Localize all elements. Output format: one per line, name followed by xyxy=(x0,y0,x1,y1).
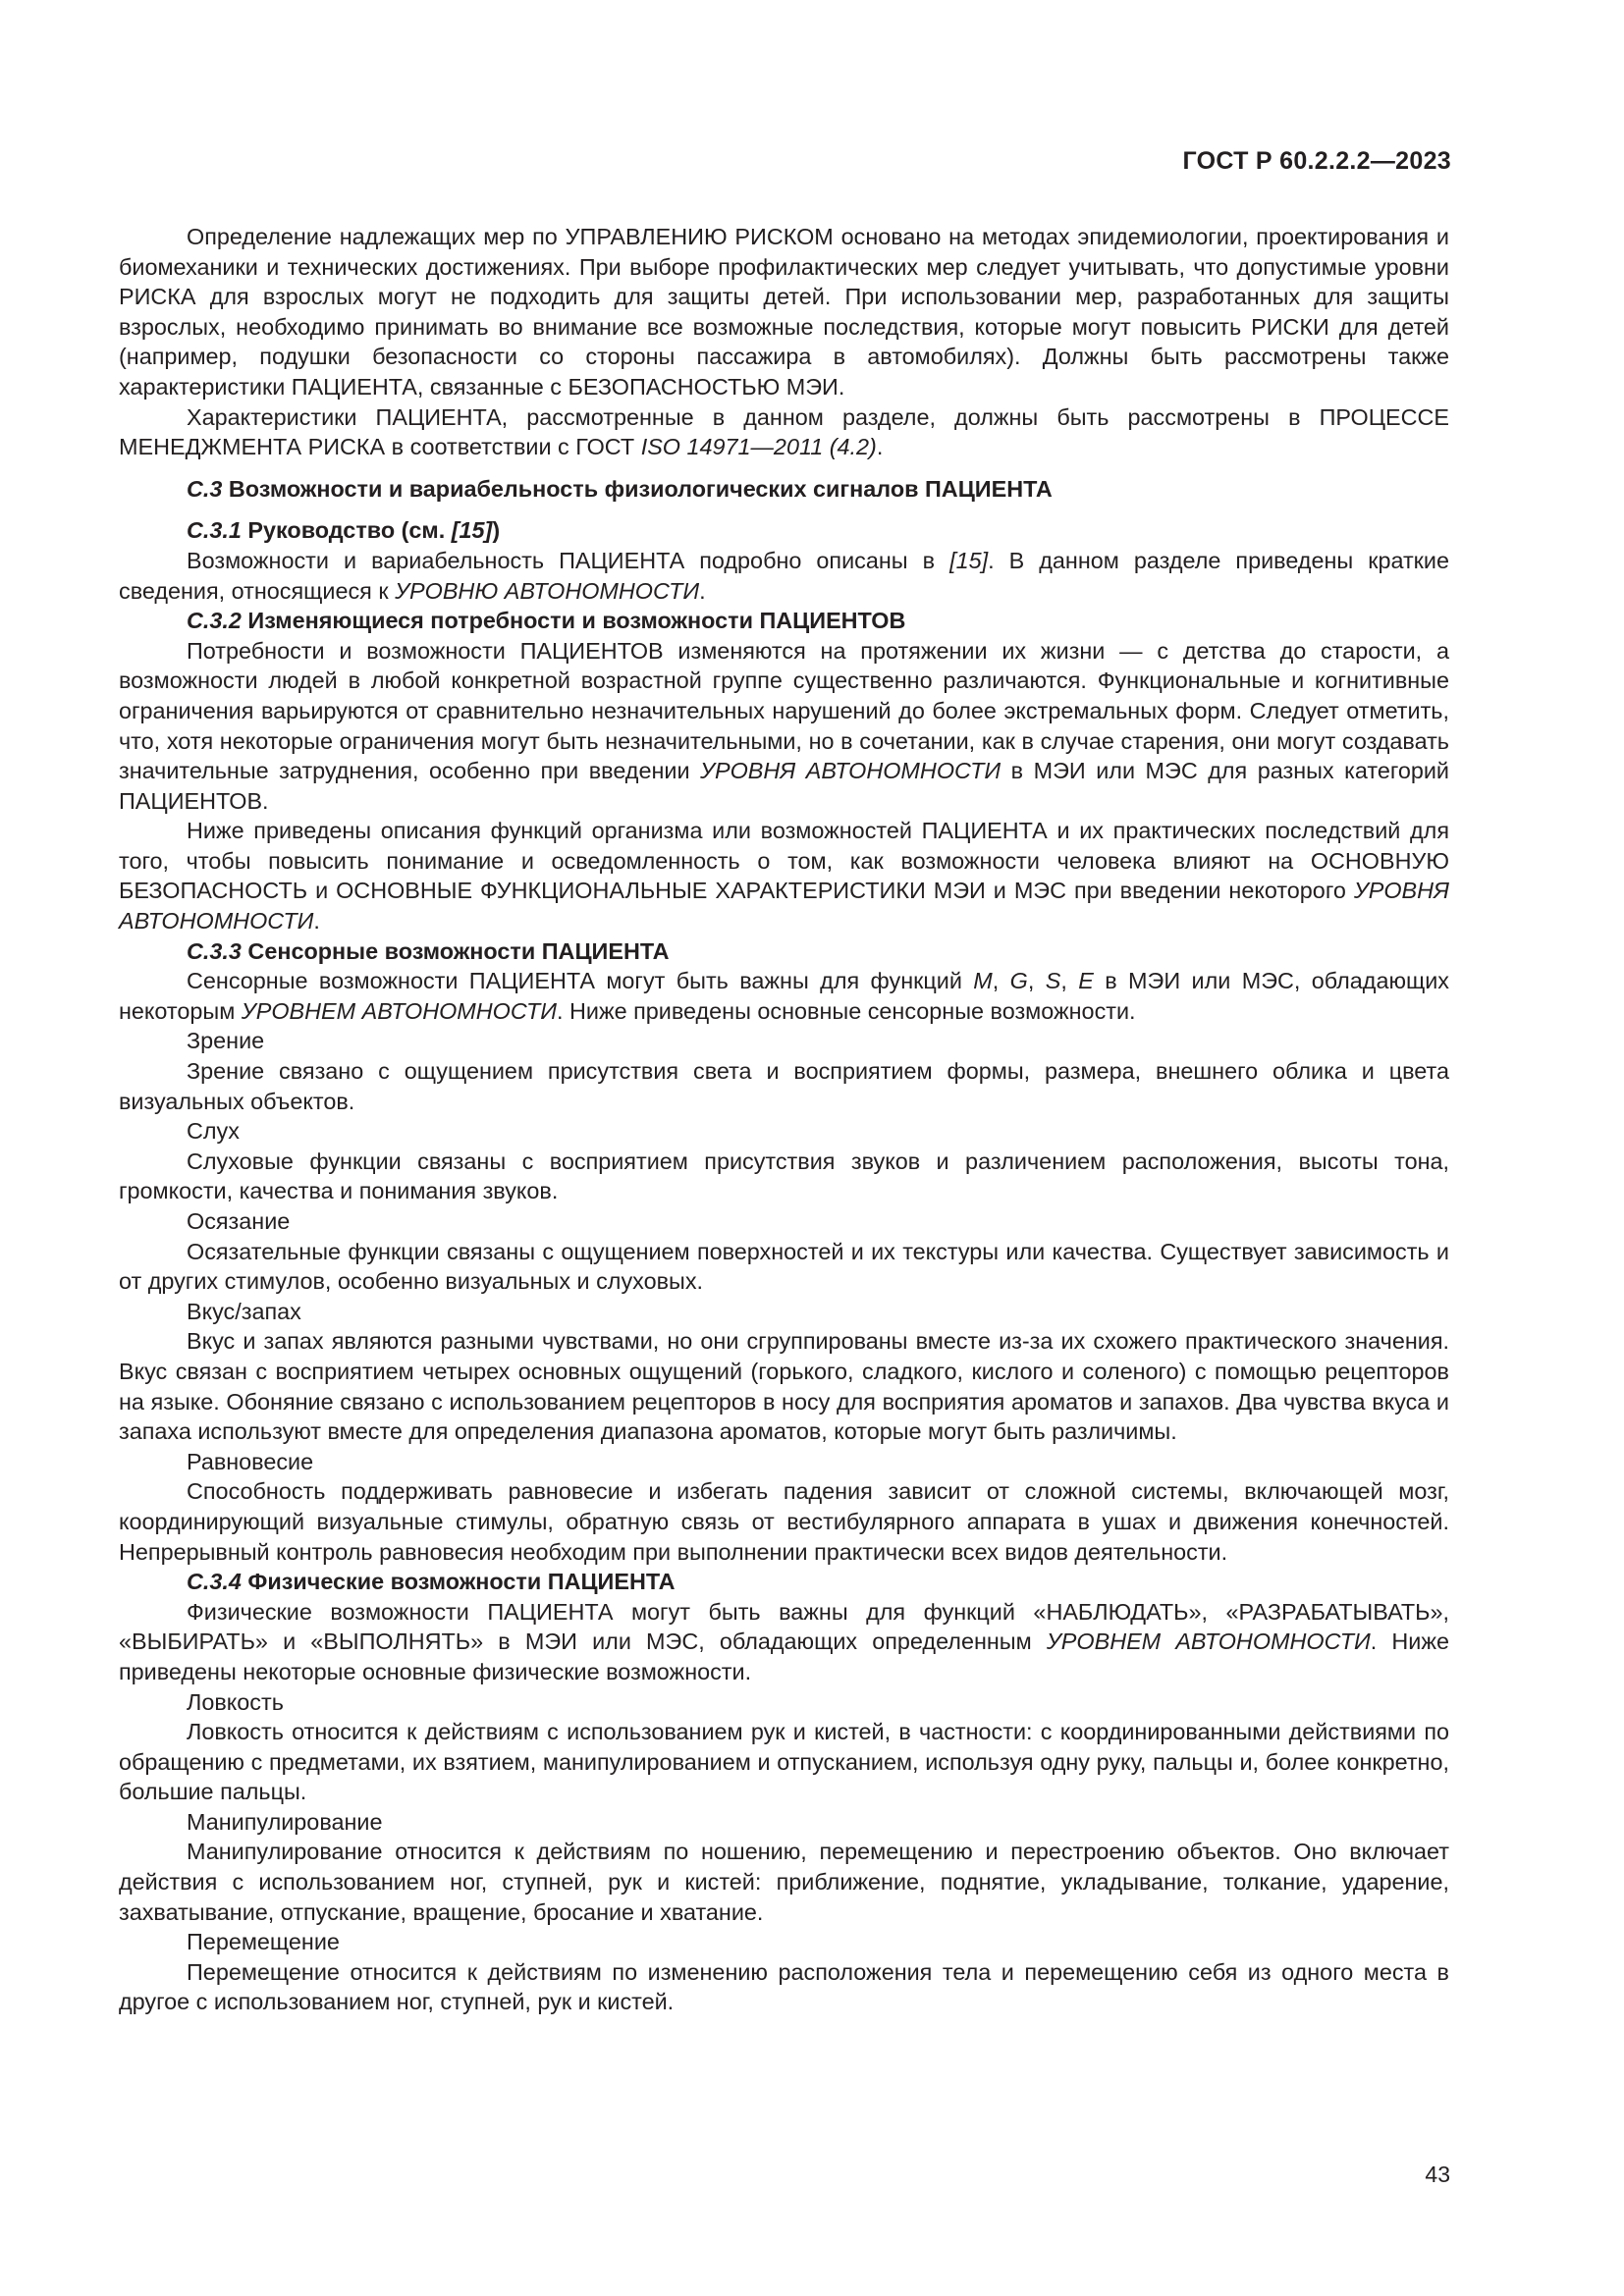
paragraph-c32-needs: Потребности и возможности ПАЦИЕНТОВ изменяются на протяжении их жизни — с детства до старости, а возможности людей в любой конкретной возрастной группе существенно различаются. Функциональные и когнитивные ограничения варьируются от сравнительно незначительных нарушений до более экстремальных форм. Следует отметить, что, хотя некоторые ограничения могут быть незначительными, но в сочетании, как в случае старения, они могут создавать значительные затруднения, особенно при введении УРОВНЯ АВТОНОМНОСТИ в МЭИ или МЭС для разных категорий ПАЦИЕНТОВ. xyxy=(119,637,1450,814)
term-manipulation: Манипулирование xyxy=(187,1808,383,1835)
paragraph-touch: Осязательные функции связаны с ощущением поверхностей и их текстуры или качества. Существует зависимость и от других стимулов, особенно визуальных и слуховых. xyxy=(119,1238,1449,1295)
term-dexterity: Ловкость xyxy=(187,1688,284,1715)
paragraph-c32-descriptions: Ниже приведены описания функций организма или возможностей ПАЦИЕНТА и их практических последствий для того, чтобы повысить понимание и осведомленность о том, как возможности человека влияют на ОСНОВНУЮ БЕЗОПАСНОСТЬ и ОСНОВНЫЕ ФУНКЦИОНАЛЬНЫЕ ХАРАКТЕРИСТИКИ МЭИ и МЭС при введении некоторого УРОВНЯ АВТОНОМНОСТИ. xyxy=(119,818,1449,934)
document-code-header: ГОСТ Р 60.2.2.2—2023 xyxy=(1182,147,1451,175)
paragraph-risk-management: Определение надлежащих мер по УПРАВЛЕНИЮ РИСКОМ основано на методах эпидемиологии, проектирования и биомеханики и технических достижениях. При выборе профилактических мер следует учитывать, что допустимые уровни РИСКА для взрослых могут не подходить для защиты детей. При использовании мер, разработанных для защиты взрослых, необходимо принимать во внимание все возможные последствия, которые могут повысить РИСКИ для детей (например, подушки безопасности со стороны пассажира в автомобилях). Должны быть рассмотрены также характеристики ПАЦИЕНТА, связанные с БЕЗОПАСНОСТЬЮ МЭИ. xyxy=(119,224,1449,400)
paragraph-c33-intro: Сенсорные возможности ПАЦИЕНТА могут быть важны для функций M, G, S, E в МЭИ или МЭС, обладающих некоторым УРОВНЕМ АВТОНОМНОСТИ. Ниже приведены основные сенсорные возможности. xyxy=(119,968,1450,1024)
term-touch: Осязание xyxy=(187,1208,291,1234)
subsection-heading-c34: С.3.4 Физические возможности ПАЦИЕНТА xyxy=(187,1569,676,1595)
paragraph-patient-characteristics: Характеристики ПАЦИЕНТА, рассмотренные в данном разделе, должны быть рассмотрены в ПРОЦЕССЕ МЕНЕДЖМЕНТА РИСКА в соответствии с ГОСТ ISO 14971—2011 (4.2). xyxy=(119,403,1449,460)
subsection-heading-c31: С.3.1 Руководство (см. [15]) xyxy=(187,517,501,544)
paragraph-hearing: Слуховые функции связаны с восприятием присутствия звуков и различением расположения, высоты тона, громкости, качества и понимания звуков. xyxy=(119,1148,1449,1204)
paragraph-c31: Возможности и вариабельность ПАЦИЕНТА подробно описаны в [15]. В данном разделе приведены краткие сведения, относящиеся к УРОВНЮ АВТОНОМНОСТИ. xyxy=(119,547,1449,604)
document-body xyxy=(119,222,1449,2017)
term-vision: Зрение xyxy=(187,1028,265,1054)
subsection-heading-c32: С.3.2 Изменяющиеся потребности и возможности ПАЦИЕНТОВ xyxy=(187,608,906,634)
term-locomotion: Перемещение xyxy=(187,1929,340,1955)
term-taste-smell: Вкус/запах xyxy=(187,1298,301,1324)
paragraph-c34-intro: Физические возможности ПАЦИЕНТА могут быть важны для функций «НАБЛЮДАТЬ», «РАЗРАБАТЫВАТЬ», «ВЫБИРАТЬ» и «ВЫПОЛНЯТЬ» в МЭИ или МЭС, обладающих определенным УРОВНЕМ АВТОНОМНОСТИ. Ниже приведены некоторые основные физические возможности. xyxy=(119,1598,1449,1684)
paragraph-balance: Способность поддерживать равновесие и избегать падения зависит от сложной системы, включающей мозг, координирующий визуальные стимулы, обратную связь от вестибулярного аппарата в ушах и движения конечностей. Непрерывный контроль равновесия необходим при выполнении практически всех видов деятельности. xyxy=(119,1478,1449,1565)
subsection-heading-c33: С.3.3 Сенсорные возможности ПАЦИЕНТА xyxy=(187,937,670,964)
paragraph-vision: Зрение связано с ощущением присутствия света и восприятием формы, размера, внешнего облика и цвета визуальных объектов. xyxy=(119,1058,1449,1114)
section-heading-c3: С.3 Возможности и вариабельность физиологических сигналов ПАЦИЕНТА xyxy=(187,475,1053,502)
paragraph-taste-smell: Вкус и запах являются разными чувствами, но они сгруппированы вместе из-за их схожего практического значения. Вкус связан с восприятием четырех основных ощущений (горького, сладкого, кислого и соленого) с помощью рецепторов на языке. Обоняние связано с использованием рецепторов в носу для восприятия ароматов и запахов. Два чувства вкуса и запаха используют вместе для определения диапазона ароматов, которые могут быть различимы. xyxy=(119,1328,1449,1445)
paragraph-dexterity: Ловкость относится к действиям с использованием рук и кистей, в частности: с координированными действиями по обращению с предметами, их взятием, манипулированием и отпусканием, используя одну руку, пальцы и, более конкретно, большие пальцы. xyxy=(119,1719,1449,1805)
term-balance: Равновесие xyxy=(187,1448,314,1474)
page-number: 43 xyxy=(1425,2162,1450,2187)
paragraph-locomotion: Перемещение относится к действиям по изменению расположения тела и перемещению себя из одного места в другое с использованием ног, ступней, рук и кистей. xyxy=(119,1958,1449,2015)
term-hearing: Слух xyxy=(187,1118,240,1145)
paragraph-manipulation: Манипулирование относится к действиям по ношению, перемещению и перестроению объектов. Оно включает действия с использованием ног, ступней, рук и кистей: приближение, поднятие, укладывание, толкание, ударение, захватывание, отпускание, вращение, бросание и хватание. xyxy=(119,1839,1449,1925)
